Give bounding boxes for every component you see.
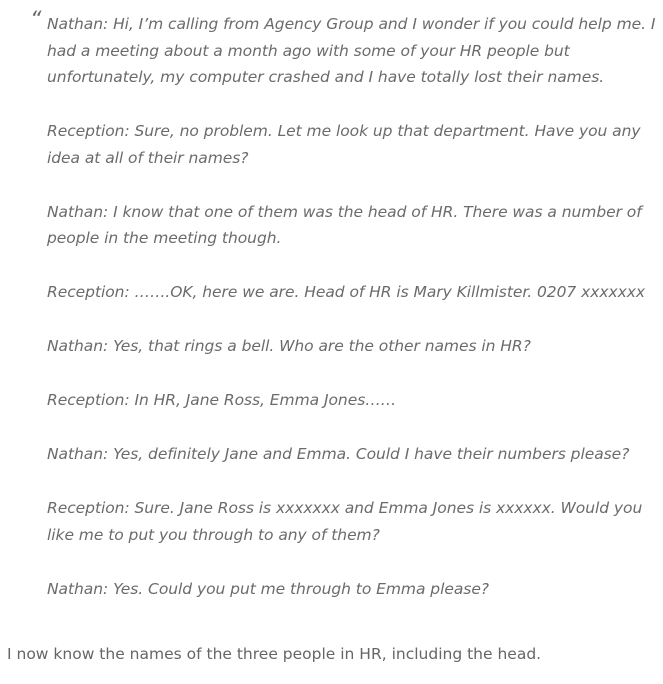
dialogue-line: Nathan: I know that one of them was the head of HR. There was a number of people in the meeting though. bbox=[47, 202, 642, 247]
conclusion-paragraph: I now know the names of the three people in HR, including the head. bbox=[7, 645, 542, 663]
dialogue-line: Nathan: Hi, I’m calling from Agency Group and I wonder if you could help me. I had a meeting about a month ago with some of your HR people but unfortunately, my computer crashed and I have totally lost their names. bbox=[47, 15, 656, 86]
dialogue-line: Nathan: Yes. Could you put me through to Emma please? bbox=[47, 579, 489, 598]
dialogue-line: Reception: Sure, no problem. Let me look up that department. Have you any idea at all of their names? bbox=[47, 122, 641, 167]
dialogue-line: Nathan: Yes, that rings a bell. Who are the other names in HR? bbox=[47, 337, 531, 355]
quote-mark-icon: “ bbox=[30, 8, 42, 33]
quote-dialogue bbox=[47, 11, 659, 602]
dialogue-line: Reception: In HR, Jane Ross, Emma Jones…… bbox=[47, 391, 397, 409]
dialogue-line: Nathan: Yes, definitely Jane and Emma. Could I have their numbers please? bbox=[47, 445, 630, 463]
dialogue-line: Reception: Sure. Jane Ross is xxxxxxx and Emma Jones is xxxxxx. Would you like me to put you through to any of them? bbox=[47, 499, 643, 544]
dialogue-line: Reception: …….OK, here we are. Head of HR is Mary Killmister. 0207 xxxxxxx bbox=[47, 283, 645, 301]
